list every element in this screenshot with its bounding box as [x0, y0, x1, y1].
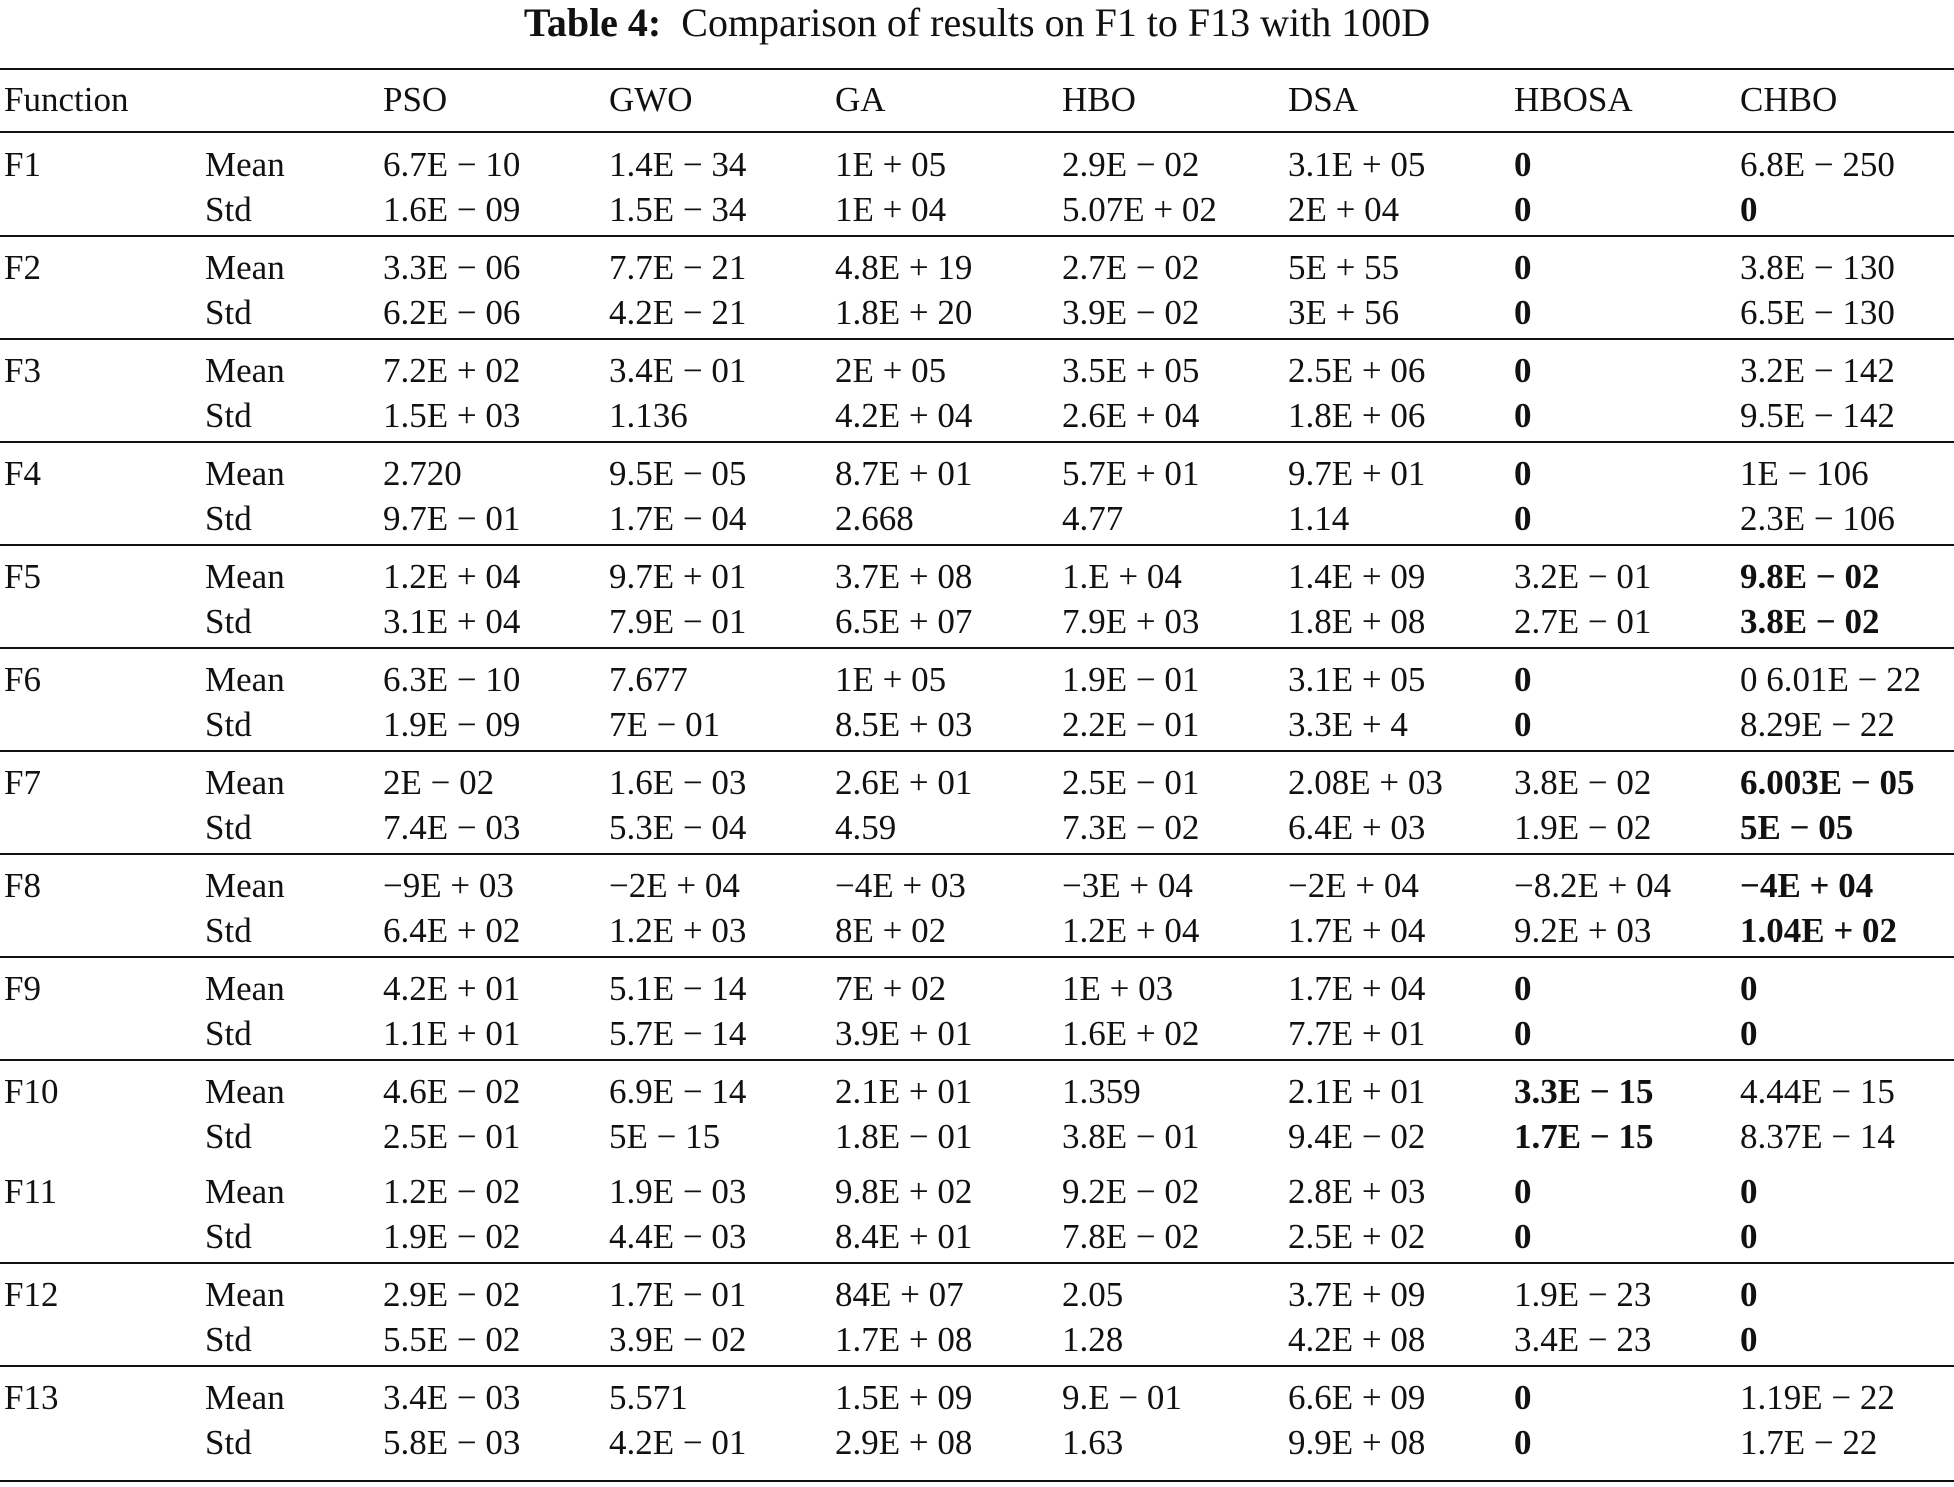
std-cell: 1.8E + 20: [835, 293, 973, 332]
mean-cell: 5.1E − 14: [609, 969, 747, 1008]
mean-cell: 1.9E − 01: [1062, 660, 1200, 699]
mean-cell: −9E + 03: [383, 866, 514, 905]
std-cell: 2.3E − 106: [1740, 499, 1895, 538]
mean-cell: 2E + 05: [835, 351, 947, 390]
mean-cell: 1.2E − 02: [383, 1172, 521, 1211]
mean-cell: 4.8E + 19: [835, 248, 973, 287]
std-cell: 9.9E + 08: [1288, 1423, 1426, 1462]
std-cell: 4.2E − 01: [609, 1423, 747, 1462]
std-cell: 8.5E + 03: [835, 705, 973, 744]
std-cell: 4.2E − 21: [609, 293, 747, 332]
stat-label-mean: Mean: [205, 763, 285, 802]
mean-cell: 2.08E + 03: [1288, 763, 1443, 802]
std-cell: 1.6E + 02: [1062, 1014, 1200, 1053]
function-name: F9: [4, 969, 41, 1008]
mean-cell: −4E + 03: [835, 866, 966, 905]
mean-cell: 0: [1740, 1172, 1758, 1211]
std-cell: 3.9E + 01: [835, 1014, 973, 1053]
std-cell: 4.2E + 04: [835, 396, 973, 435]
stat-label-std: Std: [205, 911, 252, 950]
std-cell: 1.28: [1062, 1320, 1124, 1359]
stat-label-mean: Mean: [205, 866, 285, 905]
std-cell: 1.04E + 02: [1740, 911, 1898, 950]
stat-label-mean: Mean: [205, 660, 285, 699]
mean-cell: 1.7E + 04: [1288, 969, 1426, 1008]
std-cell: 4.4E − 03: [609, 1217, 747, 1256]
mean-cell: 1.7E − 01: [609, 1275, 747, 1314]
mean-cell: 6.7E − 10: [383, 145, 521, 184]
function-name: F13: [4, 1378, 59, 1417]
mean-cell: 3.2E − 01: [1514, 557, 1652, 596]
std-cell: 9.4E − 02: [1288, 1117, 1426, 1156]
stat-label-std: Std: [205, 1217, 252, 1256]
std-cell: 4.59: [835, 808, 897, 847]
mean-cell: 2.9E − 02: [1062, 145, 1200, 184]
std-cell: 3.9E − 02: [1062, 293, 1200, 332]
mean-cell: 0: [1740, 969, 1758, 1008]
function-name: F12: [4, 1275, 59, 1314]
stat-label-mean: Mean: [205, 454, 285, 493]
std-cell: 6.4E + 03: [1288, 808, 1426, 847]
std-cell: 1.7E − 22: [1740, 1423, 1878, 1462]
row-separator: [0, 544, 1954, 546]
mean-cell: 9.7E + 01: [609, 557, 747, 596]
stat-label-std: Std: [205, 190, 252, 229]
stat-label-mean: Mean: [205, 1378, 285, 1417]
std-cell: 0: [1514, 1217, 1532, 1256]
header-hbo: HBO: [1062, 80, 1136, 119]
function-name: F2: [4, 248, 41, 287]
std-cell: 5.7E − 14: [609, 1014, 747, 1053]
mean-cell: 1.E + 04: [1062, 557, 1182, 596]
std-cell: 5.3E − 04: [609, 808, 747, 847]
mean-cell: 9.7E + 01: [1288, 454, 1426, 493]
std-cell: 0: [1740, 1014, 1758, 1053]
mean-cell: 4.6E − 02: [383, 1072, 521, 1111]
stat-label-std: Std: [205, 808, 252, 847]
mean-cell: 2E − 02: [383, 763, 495, 802]
mean-cell: 6.003E − 05: [1740, 763, 1915, 802]
std-cell: 1.14: [1288, 499, 1350, 538]
std-cell: 1.7E − 04: [609, 499, 747, 538]
function-name: F4: [4, 454, 41, 493]
mean-cell: 2.5E − 01: [1062, 763, 1200, 802]
std-cell: 9.2E + 03: [1514, 911, 1652, 950]
mean-cell: 3.2E − 142: [1740, 351, 1895, 390]
stat-label-std: Std: [205, 1117, 252, 1156]
row-separator: [0, 853, 1954, 855]
std-cell: 8.29E − 22: [1740, 705, 1895, 744]
std-cell: 9.7E − 01: [383, 499, 521, 538]
std-cell: 1.5E + 03: [383, 396, 521, 435]
mean-cell: 4.2E + 01: [383, 969, 521, 1008]
std-cell: 7E − 01: [609, 705, 721, 744]
std-cell: 2.7E − 01: [1514, 602, 1652, 641]
stat-label-std: Std: [205, 1423, 252, 1462]
mean-cell: −3E + 04: [1062, 866, 1193, 905]
mean-cell: 9.2E − 02: [1062, 1172, 1200, 1211]
mean-cell: 6.3E − 10: [383, 660, 521, 699]
stat-label-mean: Mean: [205, 1172, 285, 1211]
std-cell: 1.9E − 02: [383, 1217, 521, 1256]
std-cell: 7.3E − 02: [1062, 808, 1200, 847]
stat-label-std: Std: [205, 499, 252, 538]
mean-cell: 3.3E − 06: [383, 248, 521, 287]
mean-cell: 3.7E + 09: [1288, 1275, 1426, 1314]
std-cell: 3.4E − 23: [1514, 1320, 1652, 1359]
row-separator: [0, 956, 1954, 958]
mean-cell: 7.2E + 02: [383, 351, 521, 390]
mean-cell: 2.1E + 01: [1288, 1072, 1426, 1111]
function-name: F6: [4, 660, 41, 699]
std-cell: 5.5E − 02: [383, 1320, 521, 1359]
row-separator: [0, 338, 1954, 340]
mean-cell: 0 6.01E − 22: [1740, 660, 1922, 699]
mean-cell: 3.5E + 05: [1062, 351, 1200, 390]
header-chbo: CHBO: [1740, 80, 1838, 119]
caption-text: Comparison of results on F1 to F13 with 100D: [681, 0, 1431, 45]
std-cell: 0: [1514, 705, 1532, 744]
std-cell: 1.7E − 15: [1514, 1117, 1654, 1156]
function-name: F7: [4, 763, 41, 802]
std-cell: 3.8E − 01: [1062, 1117, 1200, 1156]
stat-label-mean: Mean: [205, 145, 285, 184]
mean-cell: 1.2E + 04: [383, 557, 521, 596]
std-cell: 1.5E − 34: [609, 190, 747, 229]
std-cell: 1.63: [1062, 1423, 1124, 1462]
mean-cell: 3.8E − 02: [1514, 763, 1652, 802]
std-cell: 2.9E + 08: [835, 1423, 973, 1462]
std-cell: 5E − 05: [1740, 808, 1854, 847]
std-cell: 1.7E + 04: [1288, 911, 1426, 950]
mean-cell: 1.9E − 03: [609, 1172, 747, 1211]
mean-cell: 2.8E + 03: [1288, 1172, 1426, 1211]
mean-cell: 0: [1514, 248, 1532, 287]
header-pso: PSO: [383, 80, 448, 119]
mean-cell: 1E + 05: [835, 145, 947, 184]
header-function: Function: [4, 80, 129, 119]
mean-cell: 3.8E − 130: [1740, 248, 1895, 287]
std-cell: 0: [1514, 499, 1532, 538]
mean-cell: 3.7E + 08: [835, 557, 973, 596]
std-cell: 0: [1514, 293, 1532, 332]
std-cell: 2.6E + 04: [1062, 396, 1200, 435]
mean-cell: 9.E − 01: [1062, 1378, 1182, 1417]
row-separator: [0, 647, 1954, 649]
std-cell: 0: [1514, 190, 1532, 229]
header-gwo: GWO: [609, 80, 693, 119]
mean-cell: 1E − 106: [1740, 454, 1869, 493]
mean-cell: 0: [1514, 660, 1532, 699]
header-rule: [0, 131, 1954, 133]
mean-cell: 2.6E + 01: [835, 763, 973, 802]
std-cell: 1.1E + 01: [383, 1014, 521, 1053]
mean-cell: 1E + 03: [1062, 969, 1174, 1008]
mean-cell: 2.9E − 02: [383, 1275, 521, 1314]
mean-cell: 1.4E − 34: [609, 145, 747, 184]
mean-cell: 0: [1514, 454, 1532, 493]
header-hbosa: HBOSA: [1514, 80, 1633, 119]
std-cell: 1.9E − 02: [1514, 808, 1652, 847]
std-cell: 7.9E + 03: [1062, 602, 1200, 641]
mean-cell: 2.7E − 02: [1062, 248, 1200, 287]
mean-cell: 9.5E − 05: [609, 454, 747, 493]
std-cell: 6.5E − 130: [1740, 293, 1895, 332]
stat-label-mean: Mean: [205, 248, 285, 287]
mean-cell: 0: [1514, 145, 1532, 184]
mean-cell: 7.677: [609, 660, 688, 699]
caption-label: Table 4:: [523, 0, 662, 45]
stat-label-std: Std: [205, 1320, 252, 1359]
mean-cell: 6.8E − 250: [1740, 145, 1895, 184]
mean-cell: 1.19E − 22: [1740, 1378, 1895, 1417]
stat-label-std: Std: [205, 1014, 252, 1053]
std-cell: 6.2E − 06: [383, 293, 521, 332]
stat-label-std: Std: [205, 293, 252, 332]
mean-cell: 9.8E + 02: [835, 1172, 973, 1211]
std-cell: 7.8E − 02: [1062, 1217, 1200, 1256]
function-name: F5: [4, 557, 41, 596]
std-cell: 1.2E + 04: [1062, 911, 1200, 950]
std-cell: 0: [1740, 1320, 1758, 1359]
std-cell: 3.1E + 04: [383, 602, 521, 641]
stat-label-mean: Mean: [205, 557, 285, 596]
mean-cell: 2.05: [1062, 1275, 1124, 1314]
std-cell: 5.8E − 03: [383, 1423, 521, 1462]
mean-cell: 84E + 07: [835, 1275, 964, 1314]
std-cell: 0: [1514, 1014, 1532, 1053]
std-cell: 4.2E + 08: [1288, 1320, 1426, 1359]
mean-cell: −2E + 04: [609, 866, 740, 905]
std-cell: 2.5E + 02: [1288, 1217, 1426, 1256]
mean-cell: 1.359: [1062, 1072, 1141, 1111]
std-cell: 1.2E + 03: [609, 911, 747, 950]
std-cell: 1.9E − 09: [383, 705, 521, 744]
std-cell: 1.136: [609, 396, 688, 435]
mean-cell: 0: [1514, 1378, 1532, 1417]
row-separator: [0, 1059, 1954, 1061]
header-dsa: DSA: [1288, 80, 1359, 119]
mean-cell: 4.44E − 15: [1740, 1072, 1895, 1111]
std-cell: 1.8E − 01: [835, 1117, 973, 1156]
stat-label-mean: Mean: [205, 1275, 285, 1314]
table-caption: [0, 0, 1954, 60]
stat-label-mean: Mean: [205, 969, 285, 1008]
std-cell: 6.4E + 02: [383, 911, 521, 950]
function-name: F11: [4, 1172, 58, 1211]
std-cell: 3.9E − 02: [609, 1320, 747, 1359]
function-name: F1: [4, 145, 41, 184]
std-cell: 6.5E + 07: [835, 602, 973, 641]
std-cell: 4.77: [1062, 499, 1124, 538]
mean-cell: 0: [1740, 1275, 1758, 1314]
std-cell: 1.8E + 06: [1288, 396, 1426, 435]
std-cell: 1.6E − 09: [383, 190, 521, 229]
mean-cell: 3.4E − 01: [609, 351, 747, 390]
std-cell: 3E + 56: [1288, 293, 1400, 332]
std-cell: 7.9E − 01: [609, 602, 747, 641]
std-cell: 0: [1514, 1423, 1532, 1462]
std-cell: 0: [1514, 396, 1532, 435]
row-separator: [0, 750, 1954, 752]
mean-cell: 6.9E − 14: [609, 1072, 747, 1111]
std-cell: 2.668: [835, 499, 914, 538]
mean-cell: 2.720: [383, 454, 462, 493]
std-cell: 0: [1740, 1217, 1758, 1256]
std-cell: 8.37E − 14: [1740, 1117, 1895, 1156]
mean-cell: 1.4E + 09: [1288, 557, 1426, 596]
mean-cell: 3.1E + 05: [1288, 660, 1426, 699]
mean-cell: 3.3E − 15: [1514, 1072, 1654, 1111]
std-cell: 7.7E + 01: [1288, 1014, 1426, 1053]
mean-cell: 9.8E − 02: [1740, 557, 1880, 596]
std-cell: 1E + 04: [835, 190, 947, 229]
stat-label-mean: Mean: [205, 1072, 285, 1111]
mean-cell: 2.1E + 01: [835, 1072, 973, 1111]
mean-cell: 1E + 05: [835, 660, 947, 699]
std-cell: 7.4E − 03: [383, 808, 521, 847]
function-name: F10: [4, 1072, 59, 1111]
mean-cell: 7E + 02: [835, 969, 947, 1008]
stat-label-mean: Mean: [205, 351, 285, 390]
stat-label-std: Std: [205, 602, 252, 641]
header-ga: GA: [835, 80, 886, 119]
mean-cell: 0: [1514, 1172, 1532, 1211]
std-cell: 0: [1740, 190, 1758, 229]
row-separator: [0, 441, 1954, 443]
mean-cell: 6.6E + 09: [1288, 1378, 1426, 1417]
mean-cell: 3.4E − 03: [383, 1378, 521, 1417]
mean-cell: 0: [1514, 351, 1532, 390]
row-separator: [0, 1262, 1954, 1264]
top-rule: [0, 68, 1954, 70]
mean-cell: 1.5E + 09: [835, 1378, 973, 1417]
function-name: F8: [4, 866, 41, 905]
std-cell: 2E + 04: [1288, 190, 1400, 229]
mean-cell: 3.1E + 05: [1288, 145, 1426, 184]
std-cell: 1.7E + 08: [835, 1320, 973, 1359]
row-separator: [0, 1365, 1954, 1367]
mean-cell: 7.7E − 21: [609, 248, 747, 287]
function-name: F3: [4, 351, 41, 390]
mean-cell: 8.7E + 01: [835, 454, 973, 493]
std-cell: 5E − 15: [609, 1117, 721, 1156]
mean-cell: 5.571: [609, 1378, 688, 1417]
std-cell: 2.2E − 01: [1062, 705, 1200, 744]
std-cell: 5.07E + 02: [1062, 190, 1217, 229]
std-cell: 3.8E − 02: [1740, 602, 1880, 641]
bottom-rule: [0, 1480, 1954, 1482]
mean-cell: 2.5E + 06: [1288, 351, 1426, 390]
std-cell: 9.5E − 142: [1740, 396, 1895, 435]
mean-cell: 1.6E − 03: [609, 763, 747, 802]
mean-cell: 1.9E − 23: [1514, 1275, 1652, 1314]
std-cell: 8.4E + 01: [835, 1217, 973, 1256]
stat-label-std: Std: [205, 396, 252, 435]
std-cell: 3.3E + 4: [1288, 705, 1408, 744]
std-cell: 1.8E + 08: [1288, 602, 1426, 641]
mean-cell: 5E + 55: [1288, 248, 1400, 287]
mean-cell: 0: [1514, 969, 1532, 1008]
mean-cell: −4E + 04: [1740, 866, 1874, 905]
mean-cell: −2E + 04: [1288, 866, 1419, 905]
row-separator: [0, 235, 1954, 237]
mean-cell: −8.2E + 04: [1514, 866, 1672, 905]
std-cell: 8E + 02: [835, 911, 947, 950]
stat-label-std: Std: [205, 705, 252, 744]
mean-cell: 5.7E + 01: [1062, 454, 1200, 493]
std-cell: 2.5E − 01: [383, 1117, 521, 1156]
